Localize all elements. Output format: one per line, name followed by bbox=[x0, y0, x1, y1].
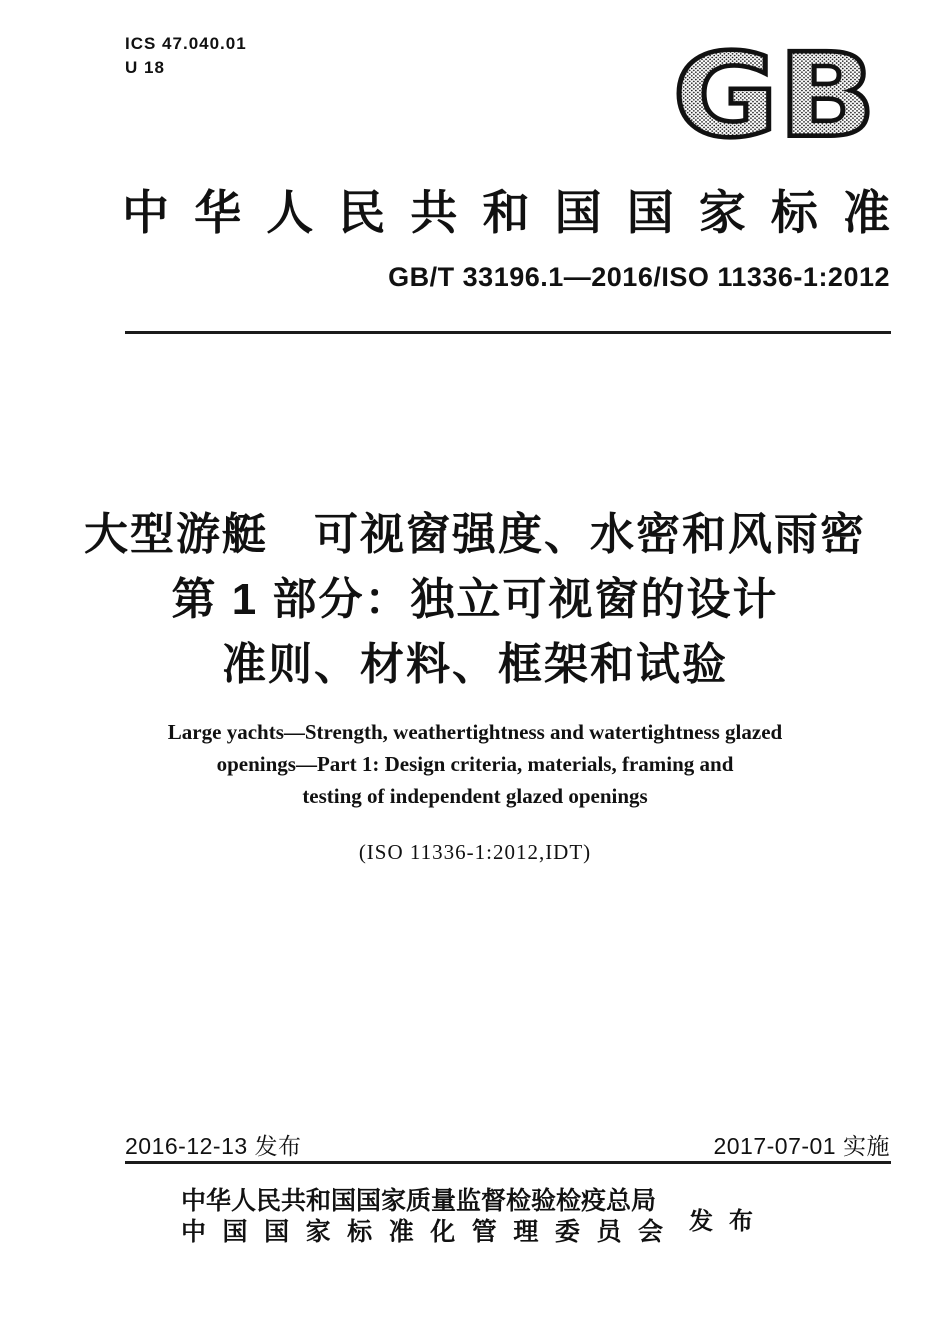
standard-number: GB/T 33196.1—2016/ISO 11336-1:2012 bbox=[388, 262, 890, 292]
ics-codes bbox=[125, 32, 247, 80]
ics-number: ICS 47.040.01 bbox=[125, 34, 247, 53]
issuer-line2: 中国国家标准化管理委员会 bbox=[181, 1219, 663, 1246]
english-title-line3: testing of independent glazed openings bbox=[302, 784, 648, 808]
english-title bbox=[95, 716, 855, 812]
chinese-title-line3: 准则、材料、框架和试验 bbox=[222, 640, 728, 689]
chinese-title-line1: 大型游艇 可视窗强度、水密和风雨密 bbox=[84, 510, 866, 559]
chinese-title-line2: 第 1 部分：独立可视窗的设计 bbox=[171, 575, 779, 624]
national-standard-heading: 中华人民共和国国家标准 bbox=[122, 188, 890, 240]
gb-logo-icon bbox=[652, 40, 892, 152]
publish-label: 发布 bbox=[689, 1208, 769, 1235]
issuer-line1: 中华人民共和国国家质量监督检验检疫总局 bbox=[181, 1188, 657, 1215]
ics-category-code: U 18 bbox=[125, 58, 165, 77]
svg-text:GB: GB bbox=[672, 40, 877, 152]
dates-row bbox=[125, 1128, 890, 1161]
gb-logo bbox=[652, 40, 892, 152]
bottom-divider bbox=[125, 1161, 891, 1164]
english-title-line1: Large yachts—Strength, weathertightness and watertightness glazed bbox=[167, 720, 783, 744]
chinese-title bbox=[75, 502, 875, 697]
issuer-block bbox=[181, 1186, 663, 1248]
issue-date: 2016-12-13 发布 bbox=[125, 1133, 302, 1159]
iso-reference: (ISO 11336-1:2012,IDT) bbox=[358, 840, 592, 864]
top-divider bbox=[125, 331, 891, 334]
issuers-row bbox=[0, 1186, 950, 1248]
implementation-date: 2017-07-01 实施 bbox=[713, 1133, 890, 1159]
english-title-line2: openings—Part 1: Design criteria, materials, framing and bbox=[216, 752, 734, 776]
